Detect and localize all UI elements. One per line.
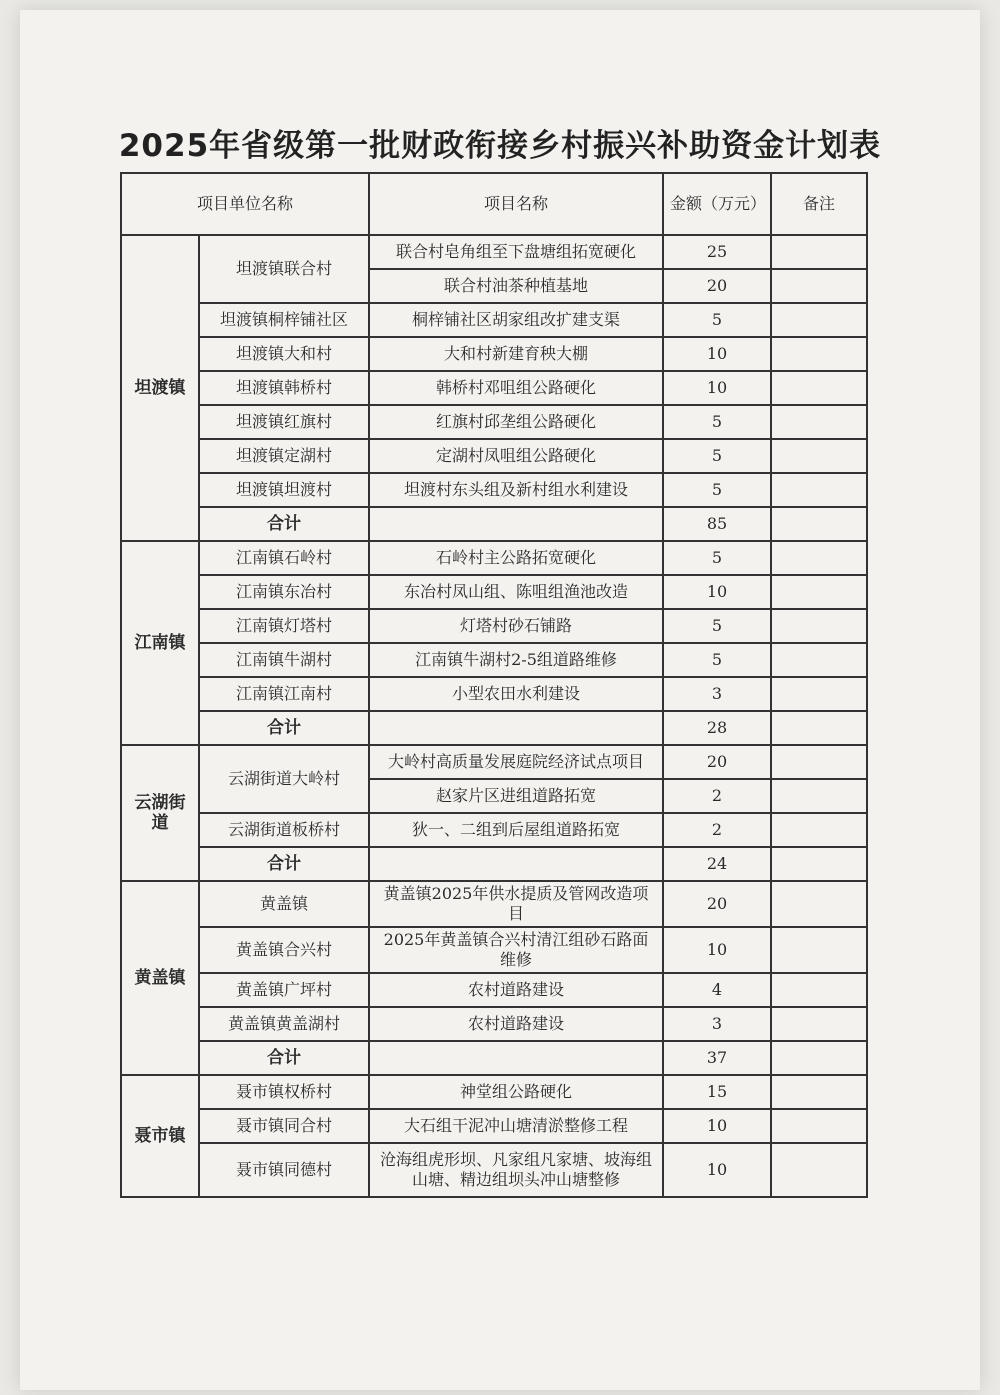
amount-cell: 5 (663, 541, 771, 575)
table-row (121, 745, 867, 779)
project-cell: 联合村油茶种植基地 (369, 269, 663, 303)
header-amount: 金额（万元） (663, 173, 771, 235)
header-note: 备注 (771, 173, 867, 235)
town-cell: 坦渡镇 (121, 235, 199, 541)
note-cell (771, 405, 867, 439)
unit-cell: 坦渡镇韩桥村 (199, 371, 369, 405)
note-cell (771, 1007, 867, 1041)
amount-cell: 2 (663, 779, 771, 813)
table-row (121, 1143, 867, 1197)
unit-cell: 聂市镇同德村 (199, 1143, 369, 1197)
project-cell (369, 1041, 663, 1075)
table-row (121, 927, 867, 973)
note-cell (771, 575, 867, 609)
note-cell (771, 927, 867, 973)
amount-cell: 25 (663, 235, 771, 269)
subtotal-row (121, 507, 867, 541)
amount-cell: 10 (663, 1143, 771, 1197)
table-row (121, 371, 867, 405)
unit-cell: 坦渡镇桐梓铺社区 (199, 303, 369, 337)
project-cell (369, 711, 663, 745)
table-row (121, 1075, 867, 1109)
note-cell (771, 813, 867, 847)
subtotal-amount: 85 (663, 507, 771, 541)
note-cell (771, 269, 867, 303)
table-row (121, 439, 867, 473)
unit-cell: 坦渡镇联合村 (199, 235, 369, 303)
unit-cell: 坦渡镇坦渡村 (199, 473, 369, 507)
amount-cell: 5 (663, 439, 771, 473)
table-row (121, 405, 867, 439)
header-unit: 项目单位名称 (121, 173, 369, 235)
amount-cell: 20 (663, 745, 771, 779)
subtotal-label: 合计 (199, 847, 369, 881)
project-cell: 沧海组虎形坝、凡家组凡家塘、坡海组山塘、精边组坝头冲山塘整修 (369, 1143, 663, 1197)
unit-cell: 坦渡镇定湖村 (199, 439, 369, 473)
amount-cell: 10 (663, 371, 771, 405)
project-cell: 联合村皂角组至下盘塘组拓宽硬化 (369, 235, 663, 269)
unit-cell: 江南镇江南村 (199, 677, 369, 711)
project-cell: 小型农田水利建设 (369, 677, 663, 711)
project-cell: 2025年黄盖镇合兴村清江组砂石路面维修 (369, 927, 663, 973)
amount-cell: 15 (663, 1075, 771, 1109)
note-cell (771, 235, 867, 269)
subtotal-amount: 28 (663, 711, 771, 745)
project-cell: 大石组干泥冲山塘清淤整修工程 (369, 1109, 663, 1143)
unit-cell: 坦渡镇大和村 (199, 337, 369, 371)
table-row (121, 337, 867, 371)
table-row (121, 235, 867, 269)
unit-cell: 江南镇灯塔村 (199, 609, 369, 643)
subtotal-amount: 37 (663, 1041, 771, 1075)
note-cell (771, 1075, 867, 1109)
amount-cell: 20 (663, 881, 771, 927)
town-cell: 江南镇 (121, 541, 199, 745)
subtotal-label: 合计 (199, 1041, 369, 1075)
unit-cell: 黄盖镇黄盖湖村 (199, 1007, 369, 1041)
note-cell (771, 677, 867, 711)
note-cell (771, 881, 867, 927)
note-cell (771, 847, 867, 881)
amount-cell: 10 (663, 337, 771, 371)
note-cell (771, 1041, 867, 1075)
unit-cell: 云湖街道大岭村 (199, 745, 369, 813)
unit-cell: 坦渡镇红旗村 (199, 405, 369, 439)
table-row (121, 473, 867, 507)
table-row (121, 643, 867, 677)
note-cell (771, 643, 867, 677)
amount-cell: 5 (663, 405, 771, 439)
funding-plan-table (120, 172, 868, 1198)
amount-cell: 10 (663, 927, 771, 973)
table-row (121, 575, 867, 609)
note-cell (771, 541, 867, 575)
amount-cell: 5 (663, 643, 771, 677)
note-cell (771, 337, 867, 371)
project-cell: 大和村新建育秧大棚 (369, 337, 663, 371)
table-row (121, 881, 867, 927)
project-cell: 桐梓铺社区胡家组改扩建支渠 (369, 303, 663, 337)
project-cell: 红旗村邱垄组公路硬化 (369, 405, 663, 439)
table-row (121, 609, 867, 643)
subtotal-label: 合计 (199, 507, 369, 541)
project-cell: 神堂组公路硬化 (369, 1075, 663, 1109)
amount-cell: 3 (663, 677, 771, 711)
project-cell: 坦渡村东头组及新村组水利建设 (369, 473, 663, 507)
table-row (121, 303, 867, 337)
table-row (121, 813, 867, 847)
unit-cell: 江南镇东冶村 (199, 575, 369, 609)
table-row (121, 1109, 867, 1143)
amount-cell: 5 (663, 609, 771, 643)
note-cell (771, 1143, 867, 1197)
amount-cell: 10 (663, 575, 771, 609)
note-cell (771, 609, 867, 643)
amount-cell: 20 (663, 269, 771, 303)
note-cell (771, 371, 867, 405)
subtotal-row (121, 847, 867, 881)
note-cell (771, 711, 867, 745)
project-cell: 狄一、二组到后屋组道路拓宽 (369, 813, 663, 847)
project-cell: 灯塔村砂石铺路 (369, 609, 663, 643)
unit-cell: 黄盖镇广坪村 (199, 973, 369, 1007)
amount-cell: 5 (663, 303, 771, 337)
note-cell (771, 303, 867, 337)
subtotal-row (121, 711, 867, 745)
note-cell (771, 745, 867, 779)
unit-cell: 黄盖镇 (199, 881, 369, 927)
project-cell: 赵家片区进组道路拓宽 (369, 779, 663, 813)
table-row (121, 677, 867, 711)
unit-cell: 聂市镇权桥村 (199, 1075, 369, 1109)
header-project: 项目名称 (369, 173, 663, 235)
project-cell: 大岭村高质量发展庭院经济试点项目 (369, 745, 663, 779)
unit-cell: 云湖街道板桥村 (199, 813, 369, 847)
table-row (121, 1007, 867, 1041)
project-cell: 石岭村主公路拓宽硬化 (369, 541, 663, 575)
amount-cell: 10 (663, 1109, 771, 1143)
project-cell: 韩桥村邓咀组公路硬化 (369, 371, 663, 405)
project-cell: 定湖村凤咀组公路硬化 (369, 439, 663, 473)
amount-cell: 2 (663, 813, 771, 847)
note-cell (771, 1109, 867, 1143)
town-cell: 黄盖镇 (121, 881, 199, 1075)
project-cell: 黄盖镇2025年供水提质及管网改造项目 (369, 881, 663, 927)
unit-cell: 江南镇牛湖村 (199, 643, 369, 677)
project-cell (369, 847, 663, 881)
subtotal-label: 合计 (199, 711, 369, 745)
note-cell (771, 973, 867, 1007)
town-cell: 聂市镇 (121, 1075, 199, 1197)
amount-cell: 4 (663, 973, 771, 1007)
subtotal-row (121, 1041, 867, 1075)
note-cell (771, 473, 867, 507)
unit-cell: 江南镇石岭村 (199, 541, 369, 575)
project-cell: 东冶村凤山组、陈咀组渔池改造 (369, 575, 663, 609)
note-cell (771, 439, 867, 473)
document-title: 2025年省级第一批财政衔接乡村振兴补助资金计划表 (118, 128, 882, 164)
table-row (121, 541, 867, 575)
table-row (121, 973, 867, 1007)
town-cell: 云湖街道 (121, 745, 199, 881)
project-cell: 江南镇牛湖村2-5组道路维修 (369, 643, 663, 677)
unit-cell: 黄盖镇合兴村 (199, 927, 369, 973)
unit-cell: 聂市镇同合村 (199, 1109, 369, 1143)
note-cell (771, 507, 867, 541)
project-cell: 农村道路建设 (369, 973, 663, 1007)
amount-cell: 5 (663, 473, 771, 507)
subtotal-amount: 24 (663, 847, 771, 881)
project-cell (369, 507, 663, 541)
project-cell: 农村道路建设 (369, 1007, 663, 1041)
amount-cell: 3 (663, 1007, 771, 1041)
note-cell (771, 779, 867, 813)
